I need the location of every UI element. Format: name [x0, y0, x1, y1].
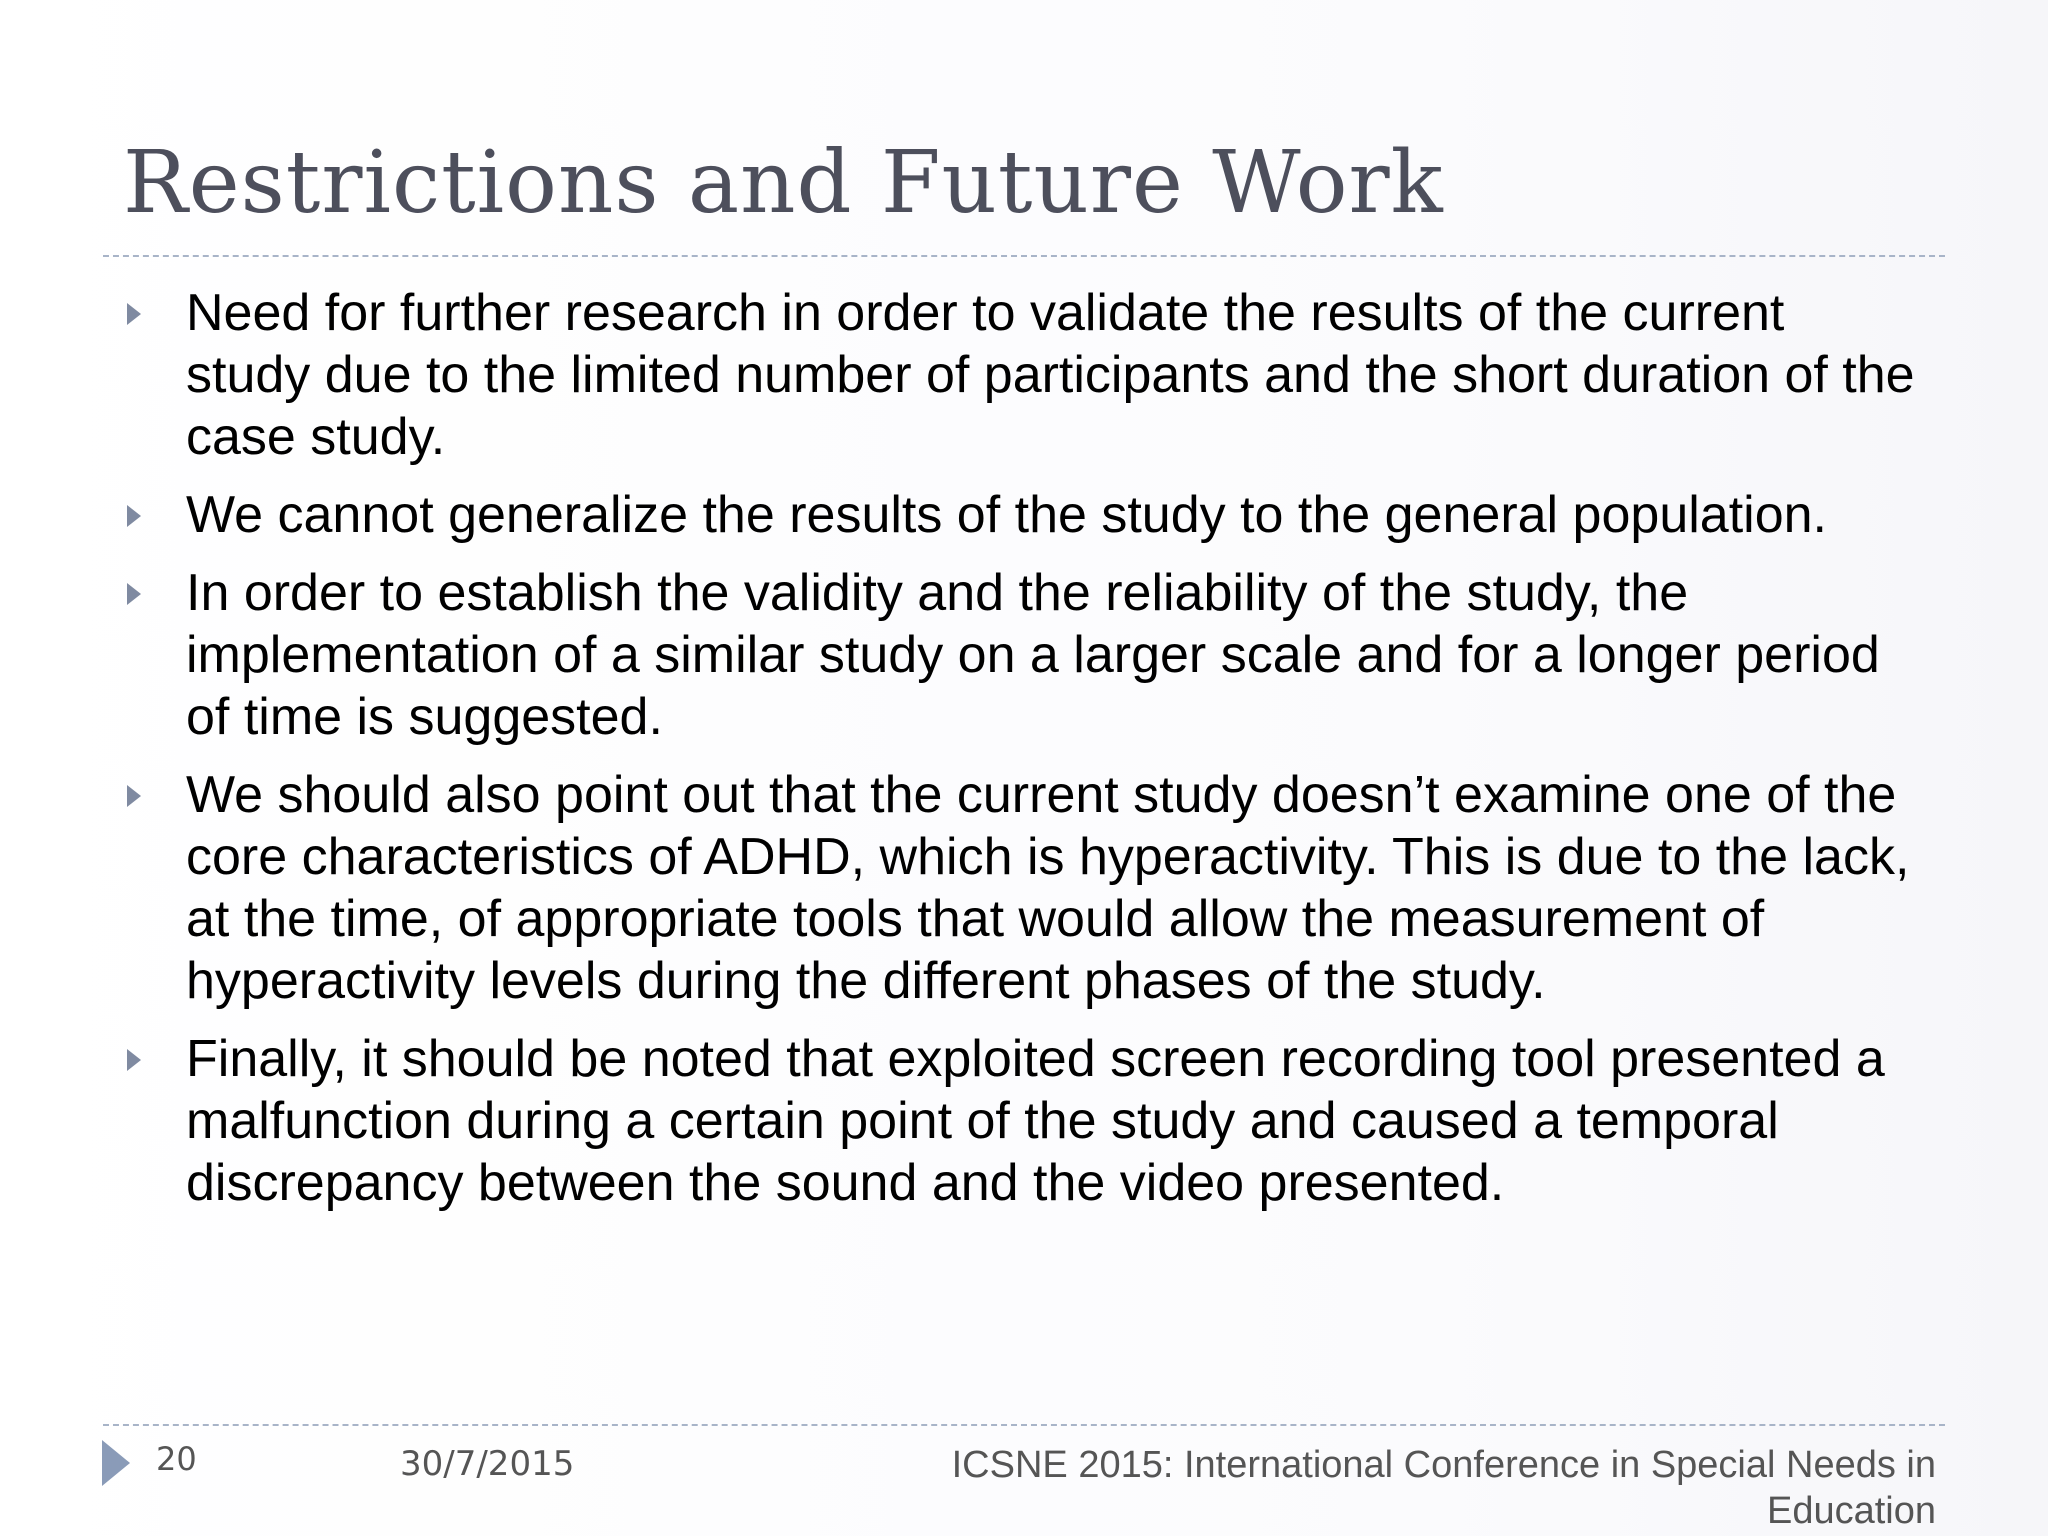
bullet-text: We should also point out that the current study doesn’t examine one of the core characteristics of ADHD, which is hyperactivity. This is due to the lack, at the time, of appropriate tools that would allow the measurement of hyperactivity levels during the different phases of the study.: [186, 766, 1910, 1010]
title-divider: [103, 255, 1945, 257]
bullet-item: [120, 1028, 1920, 1214]
bullet-list: [120, 282, 1920, 1230]
triangle-bullet-icon: [127, 505, 141, 527]
triangle-bullet-icon: [127, 785, 141, 807]
footer-date: 30/7/2015: [400, 1444, 575, 1484]
triangle-bullet-icon: [127, 303, 141, 325]
bullet-item: [120, 764, 1920, 1012]
bullet-text: Finally, it should be noted that exploited screen recording tool presented a malfunction during a certain point of the study and caused a temporal discrepancy between the sound and the video presented.: [186, 1030, 1885, 1212]
bullet-text: Need for further research in order to validate the results of the current study due to the limited number of participants and the short duration of the case study.: [186, 284, 1915, 466]
triangle-bullet-icon: [127, 1049, 141, 1071]
conference-name: ICSNE 2015: International Conference in Special Needs in Education: [951, 1444, 1936, 1532]
bullet-text: In order to establish the validity and the reliability of the study, the implementation of a similar study on a larger scale and for a longer period of time is suggested.: [186, 564, 1880, 746]
bullet-item: [120, 562, 1920, 748]
footer-divider: [103, 1424, 1945, 1426]
bullet-text: We cannot generalize the results of the study to the general population.: [186, 486, 1827, 544]
bullet-item: [120, 484, 1920, 546]
triangle-bullet-icon: [127, 583, 141, 605]
bullet-item: [120, 282, 1920, 468]
page-number: 20: [156, 1440, 197, 1478]
slide-title: Restrictions and Future Work: [123, 133, 1444, 233]
triangle-footer-icon: [102, 1440, 130, 1486]
